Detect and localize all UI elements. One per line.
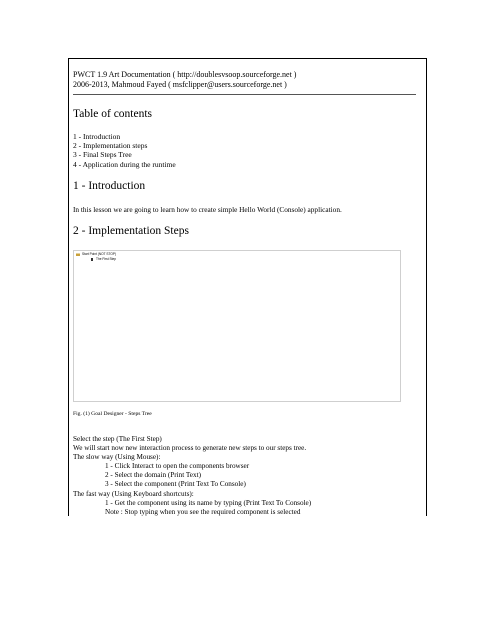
- steps-instructions: [73, 435, 311, 517]
- tree-node-first-step[interactable]: [76, 257, 116, 262]
- toc-item-implementation[interactable]: 2 - Implementation steps: [73, 141, 148, 151]
- toc-item-runtime[interactable]: 4 - Application during the runtime: [73, 159, 176, 169]
- step-line: The fast way (Using Keyboard shortcuts):: [73, 489, 194, 498]
- steps-tree: [76, 252, 116, 262]
- folder-icon: [76, 253, 80, 256]
- implementation-heading: 2 - Implementation Steps: [73, 225, 189, 237]
- toc-item-introduction[interactable]: 1 - Introduction: [73, 132, 121, 141]
- header-line-1: PWCT 1.9 Art Documentation ( http://doublesvsoop.sourceforge.net ): [73, 70, 297, 79]
- step-line: Select the step (The First Step): [73, 435, 162, 443]
- steps-tree-screenshot: [73, 250, 401, 402]
- header-line-2: 2006-2013, Mahmoud Fayed ( msfclipper@users.sourceforge.net ): [73, 80, 287, 89]
- figure-caption: Fig. (1) Goal Designer - Steps Tree: [73, 411, 152, 417]
- step-line: 2 - Select the domain (Print Text): [105, 471, 201, 480]
- step-line: 1 - Click Interact to open the components browser: [105, 462, 250, 471]
- toc-heading: Table of contents: [73, 108, 153, 120]
- header-divider: [73, 94, 416, 95]
- step-line: 3 - Select the component (Print Text To Console): [105, 480, 246, 489]
- step-line: The slow way (Using Mouse):: [73, 453, 161, 462]
- tree-node-first-step-label: The First Step: [96, 257, 117, 261]
- step-line: Note : Stop typing when you see the required component is selected: [105, 507, 301, 516]
- toc-list: [73, 132, 176, 169]
- step-line: 1 - Get the component using its name by typing (Print Text To Console): [105, 498, 312, 507]
- introduction-heading: 1 - Introduction: [73, 180, 146, 192]
- step-icon: [90, 258, 94, 261]
- step-line: We will start now new interaction process to generate new steps to our steps tree.: [73, 444, 307, 453]
- introduction-text: In this lesson we are going to learn how to create simple Hello World (Console) application.: [73, 205, 342, 214]
- document-header: [73, 70, 296, 90]
- tree-node-root-label: Start Point (NOT STOP): [82, 252, 117, 256]
- toc-item-final-steps-tree[interactable]: 3 - Final Steps Tree: [73, 150, 132, 160]
